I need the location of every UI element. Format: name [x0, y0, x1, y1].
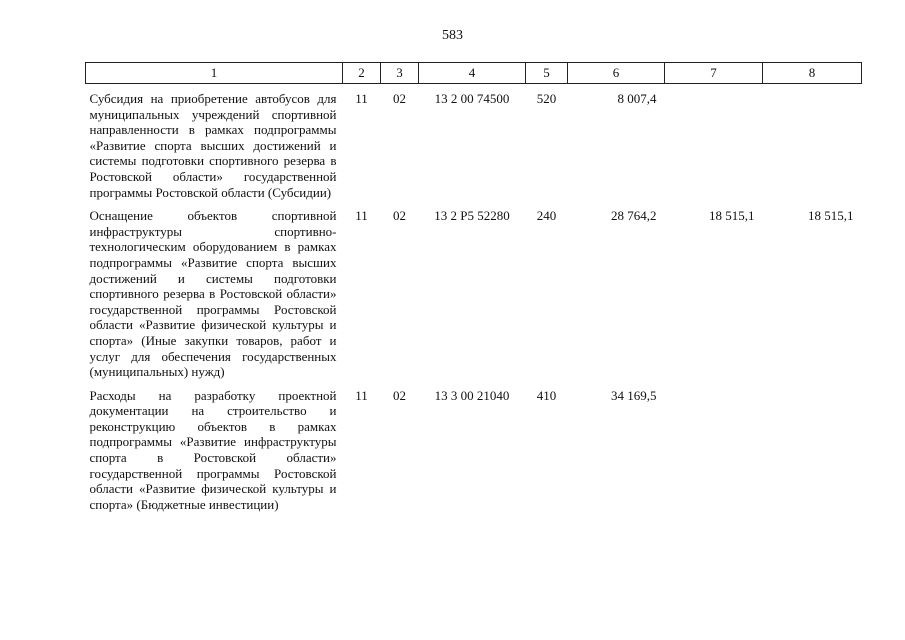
row-section-code: 11 — [355, 208, 368, 224]
row-subsection-code: 02 — [393, 91, 406, 106]
header-cell-6: 6 — [568, 63, 665, 84]
row-amount-col8: 18 515,1 — [808, 208, 854, 224]
row-description: Субсидия на приобретение автобусов для муниципальных учреждений спортивной направленности в рамках подпрограммы «Развитие спорта высших достижений и системы подготовки спортивного резерва в Ростовской области» государственной программы Ростовской области (Субсидии) — [89, 91, 337, 200]
row-expense-type: 520 — [536, 91, 557, 106]
row-amount-col7: 18 515,1 — [709, 208, 755, 224]
row-section-code: 11 — [355, 91, 368, 106]
page-number: 583 — [442, 28, 463, 43]
row-expense-type: 410 — [536, 387, 557, 403]
table-row — [86, 201, 862, 381]
row-expense-type: 240 — [536, 208, 557, 224]
row-amount-col7 — [665, 84, 763, 202]
header-row — [86, 63, 862, 84]
table-row — [86, 84, 862, 202]
row-target-article: 13 2 00 74500 — [434, 91, 510, 106]
row-amount-col6: 8 007,4 — [617, 91, 657, 106]
row-subsection-code: 02 — [393, 208, 406, 224]
row-subsection-code: 02 — [393, 387, 406, 403]
row-amount-col6: 34 169,5 — [611, 387, 657, 403]
header-cell-1: 1 — [86, 63, 343, 84]
row-description: Расходы на разработку проектной документации на строительство и реконструкцию объектов в рамках подпрограммы «Развитие инфраструктуры спорта в Ростовской области» государственной программы Ростовской области «Развитие физической культуры и спорта» (Бюджетные инвестиции) — [89, 387, 337, 512]
header-cell-8: 8 — [763, 63, 862, 84]
header-cell-2: 2 — [343, 63, 381, 84]
table-row — [86, 381, 862, 514]
row-amount-col6: 28 764,2 — [611, 208, 657, 224]
header-cell-3: 3 — [381, 63, 419, 84]
row-description: Оснащение объектов спортивной инфраструктуры спортивно-технологическим оборудованием в рамках подпрограммы «Развитие спорта высших достижений и системы подготовки спортивного резерва в Ростовской области» государственной программы Ростовской области «Развитие физической культуры и спорта» (Иные закупки товаров, работ и услуг для обеспечения государственных (муниципальных) нужд) — [89, 208, 337, 380]
row-amount-col8 — [763, 381, 862, 514]
budget-table — [85, 62, 862, 513]
row-amount-col7 — [665, 381, 763, 514]
header-cell-5: 5 — [526, 63, 568, 84]
header-cell-7: 7 — [665, 63, 763, 84]
row-section-code: 11 — [355, 387, 368, 403]
row-target-article: 13 2 P5 52280 — [434, 208, 510, 224]
row-amount-col8 — [763, 84, 862, 202]
row-target-article: 13 3 00 21040 — [434, 387, 510, 403]
header-cell-4: 4 — [419, 63, 526, 84]
